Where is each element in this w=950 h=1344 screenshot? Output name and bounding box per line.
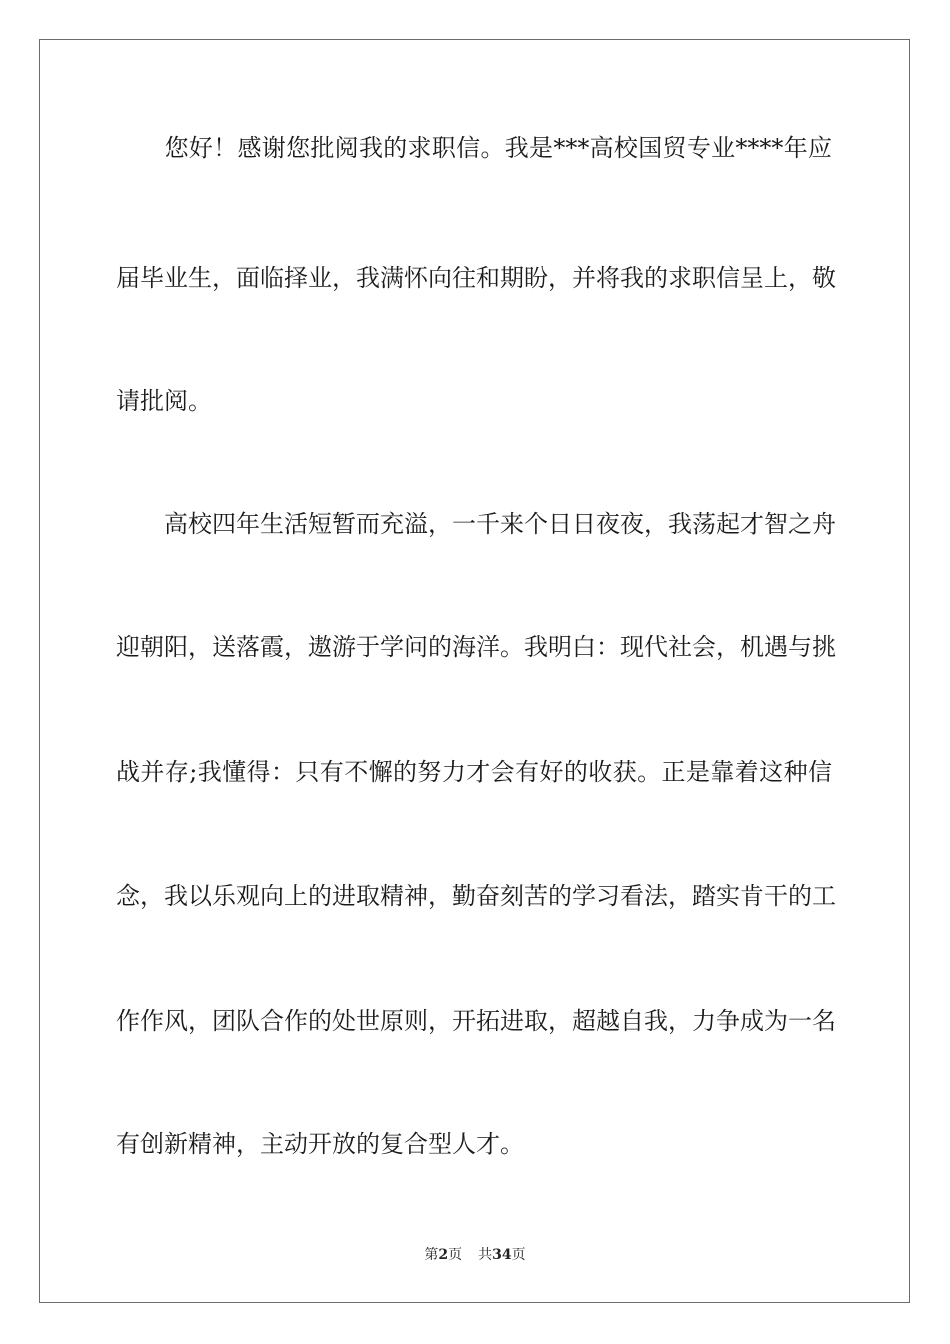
- total-prefix: 共: [478, 1247, 493, 1263]
- paragraph-1-line-2: 届毕业生，面临择业，我满怀向往和期盼，并将我的求职信呈上，敬: [116, 264, 836, 292]
- page-suffix: 页: [448, 1247, 463, 1263]
- paragraph-2-line-5: 作作风，团队合作的处世原则，开拓进取，超越自我，力争成为一名: [116, 1007, 836, 1035]
- total-pages: 34: [492, 1247, 512, 1263]
- paragraph-2-line-1: 高校四年生活短暂而充溢，一千来个日日夜夜，我荡起才智之舟: [116, 510, 836, 538]
- page-border: [39, 39, 910, 1303]
- paragraph-2-line-3: 战并存;我懂得：只有不懈的努力才会有好的收获。正是靠着这种信: [116, 758, 832, 786]
- total-suffix: 页: [511, 1247, 526, 1263]
- paragraph-2-line-2: 迎朝阳，送落霞，遨游于学问的海洋。我明白：现代社会，机遇与挑: [116, 633, 836, 661]
- paragraph-1-line-1: 您好！感谢您批阅我的求职信。我是***高校国贸专业****年应: [116, 134, 832, 162]
- page-prefix: 第: [424, 1247, 439, 1263]
- page-footer: [0, 1246, 950, 1264]
- paragraph-2-line-4: 念，我以乐观向上的进取精神，勤奋刻苦的学习看法，踏实肯干的工: [116, 882, 836, 910]
- paragraph-1-line-3: 请批阅。: [116, 387, 212, 415]
- page-number: 2: [438, 1247, 449, 1263]
- paragraph-2-line-6: 有创新精神，主动开放的复合型人才。: [116, 1130, 524, 1158]
